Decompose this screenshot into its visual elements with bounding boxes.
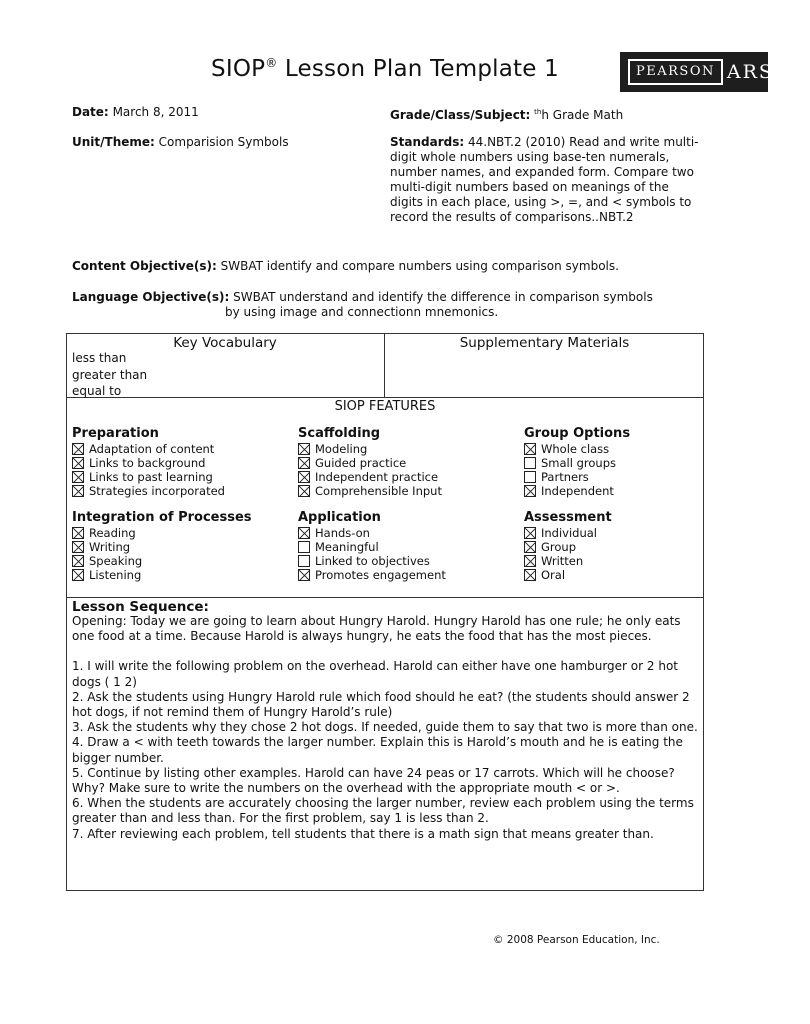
siop-divider [66,397,704,398]
group-title: Integration of Processes [72,510,252,525]
checkbox-label: Whole class [541,442,610,456]
checkbox-label: Independent [541,484,614,498]
checkbox-item[interactable] [72,540,252,554]
group-options [524,426,630,498]
checkbox-item[interactable] [72,442,225,456]
vocab-item: equal to [72,384,122,398]
group-preparation [72,426,225,498]
checkbox-item[interactable] [298,470,442,484]
empty-box-icon[interactable] [524,457,536,469]
checked-box-icon[interactable] [298,485,310,497]
checkbox-label: Links to past learning [89,470,213,484]
title-main: SIOP [211,56,266,82]
checkbox-label: Adaptation of content [89,442,215,456]
content-objective-label: Content Objective(s): [72,259,217,273]
checked-box-icon[interactable] [72,541,84,553]
checkbox-label: Meaningful [315,540,379,554]
checkbox-item[interactable] [524,456,630,470]
checkbox-label: Strategies incorporated [89,484,225,498]
checkbox-item[interactable] [524,484,630,498]
checkbox-item[interactable] [524,540,612,554]
content-objective [72,259,619,274]
checked-box-icon[interactable] [72,443,84,455]
language-objective [72,290,653,305]
vocab-item: less than [72,351,127,365]
date-value: March 8, 2011 [112,105,199,119]
checkbox-item[interactable] [298,540,446,554]
checked-box-icon[interactable] [524,485,536,497]
lesson-opening: Opening: Today we are going to learn about Hungry Harold. Hungry Harold has one rule; he only eats one food at a time. Because Harold is always hungry, he eats the food that has the most pieces. [72,614,681,644]
vocab-item: greater than [72,367,148,382]
grade-value: h Grade Math [541,108,624,122]
checkbox-label: Written [541,554,584,568]
checkbox-label: Comprehensible Input [315,484,442,498]
checked-box-icon[interactable] [72,527,84,539]
standards-field [390,135,702,225]
checkbox-label: Speaking [89,554,143,568]
checkbox-item[interactable] [72,526,252,540]
checkbox-label: Promotes engagement [315,568,446,582]
lesson-step: 7. After reviewing each problem, tell students that there is a math sign that means greater than. [72,826,654,841]
group-application [298,510,446,582]
checkbox-item[interactable] [72,484,225,498]
group-title: Preparation [72,426,159,441]
grade-label: Grade/Class/Subject: [390,108,531,122]
checkbox-label: Independent practice [315,470,439,484]
checkbox-item[interactable] [524,554,612,568]
checkbox-label: Reading [89,526,136,540]
grade-sup: th [534,108,542,116]
group-title: Group Options [524,426,631,441]
group-title: Scaffolding [298,426,381,441]
group-title: Application [298,510,381,525]
checkbox-label: Writing [89,540,131,554]
language-objective-cont [225,305,498,320]
lesson-heading: Lesson Sequence: [72,599,209,615]
empty-box-icon[interactable] [298,555,310,567]
checked-box-icon[interactable] [298,471,310,483]
checked-box-icon[interactable] [72,555,84,567]
checkbox-label: Hands-on [315,526,370,540]
group-title: Assessment [524,510,612,525]
logo-box-text: PEARSON [628,59,723,85]
unit-label: Unit/Theme: [72,135,155,149]
checked-box-icon[interactable] [72,471,84,483]
checked-box-icon[interactable] [298,569,310,581]
checkbox-item[interactable] [524,526,612,540]
checked-box-icon[interactable] [298,443,310,455]
checked-box-icon[interactable] [524,555,536,567]
lesson-step: 1. I will write the following problem on the overhead. Harold can either have one hamburger or 2 hot dogs ( 1 2) [72,659,678,689]
checkbox-label: Guided practice [315,456,407,470]
checkbox-item[interactable] [72,456,225,470]
checkbox-item[interactable] [72,470,225,484]
checked-box-icon[interactable] [524,527,536,539]
copyright: © 2008 Pearson Education, Inc. [493,934,660,946]
lesson-step: 6. When the students are accurately choosing the larger number, review each problem using the terms greater than and less than. For the first problem, say 1 is less than 2. [72,796,694,826]
checked-box-icon[interactable] [524,443,536,455]
checkbox-label: Linked to objectives [315,554,430,568]
checked-box-icon[interactable] [298,527,310,539]
logo-rest-text: ARSON [726,61,810,83]
checked-box-icon[interactable] [72,457,84,469]
checkbox-item[interactable] [524,568,612,582]
language-objective-label: Language Objective(s): [72,290,230,304]
checkbox-label: Modeling [315,442,368,456]
lesson-step: 2. Ask the students using Hungry Harold rule which food should he eat? (the students should answer 2 hot dogs, if not remind them of Hungry Harold’s rule) [72,689,690,720]
checkbox-item[interactable] [524,442,630,456]
checked-box-icon[interactable] [72,569,84,581]
vocabulary-heading: Key Vocabulary [173,335,277,351]
lesson-body [72,614,698,842]
group-integration [72,510,252,582]
checkbox-label: Small groups [541,456,616,470]
date-label: Date: [72,105,109,119]
lesson-step: 5. Continue by listing other examples. Harold can have 24 peas or 17 carrots. Which will he choose? Why? Make sure to write the numbers on the overhead with the appropriate mouth < or >. [72,765,675,796]
siop-heading: SIOP FEATURES [334,399,436,414]
checkbox-label: Partners [541,470,589,484]
page-title [200,56,570,82]
checkbox-item[interactable] [72,568,252,582]
checked-box-icon[interactable] [524,569,536,581]
checkbox-item[interactable] [72,554,252,568]
vocabulary-list [72,350,147,400]
registered-mark: ® [265,56,278,70]
group-scaffolding [298,426,442,498]
lesson-step: 4. Draw a < with teeth towards the larger number. Explain this is Harold’s mouth and he is eating the bigger number. [72,735,683,765]
empty-box-icon[interactable] [298,541,310,553]
date-field [72,105,199,120]
title-rest: Lesson Plan Template 1 [277,56,559,82]
content-objective-value: SWBAT identify and compare numbers using comparison symbols. [220,259,619,273]
standards-label: Standards: [390,135,465,149]
checkbox-item[interactable] [298,554,446,568]
checkbox-item[interactable] [298,456,442,470]
empty-box-icon[interactable] [524,471,536,483]
checkbox-item[interactable] [298,568,446,582]
checkbox-label: Oral [541,568,566,582]
checkbox-label: Links to background [89,456,206,470]
checked-box-icon[interactable] [72,485,84,497]
checkbox-item[interactable] [298,526,446,540]
group-assessment [524,510,612,582]
pearson-logo [620,52,810,92]
language-objective-value-1: SWBAT understand and identify the difference in comparison symbols [233,290,653,304]
supplementary-heading: Supplementary Materials [459,335,630,351]
checkbox-item[interactable] [298,442,442,456]
unit-value: Comparision Symbols [158,135,289,149]
lesson-divider [66,597,704,598]
checkbox-item[interactable] [524,470,630,484]
checkbox-label: Group [541,540,577,554]
language-objective-value-2: by using image and connectionn mnemonics. [225,305,499,319]
checked-box-icon[interactable] [298,457,310,469]
unit-field [72,135,289,150]
standards-value: 44.NBT.2 (2010) Read and write multi-digit whole numbers using base-ten numerals, number names, and expanded form. Compare two multi-digit numbers based on meanings of the digits in each place, using >, =, and < symbols to record the results of comparisons..NBT.2 [390,135,699,224]
checkbox-label: Listening [89,568,142,582]
checked-box-icon[interactable] [524,541,536,553]
checkbox-item[interactable] [298,484,442,498]
checkbox-label: Individual [541,526,598,540]
lesson-step: 3. Ask the students why they chose 2 hot dogs. If needed, guide them to say that two is more than one. [72,720,698,735]
grade-field [390,105,623,123]
